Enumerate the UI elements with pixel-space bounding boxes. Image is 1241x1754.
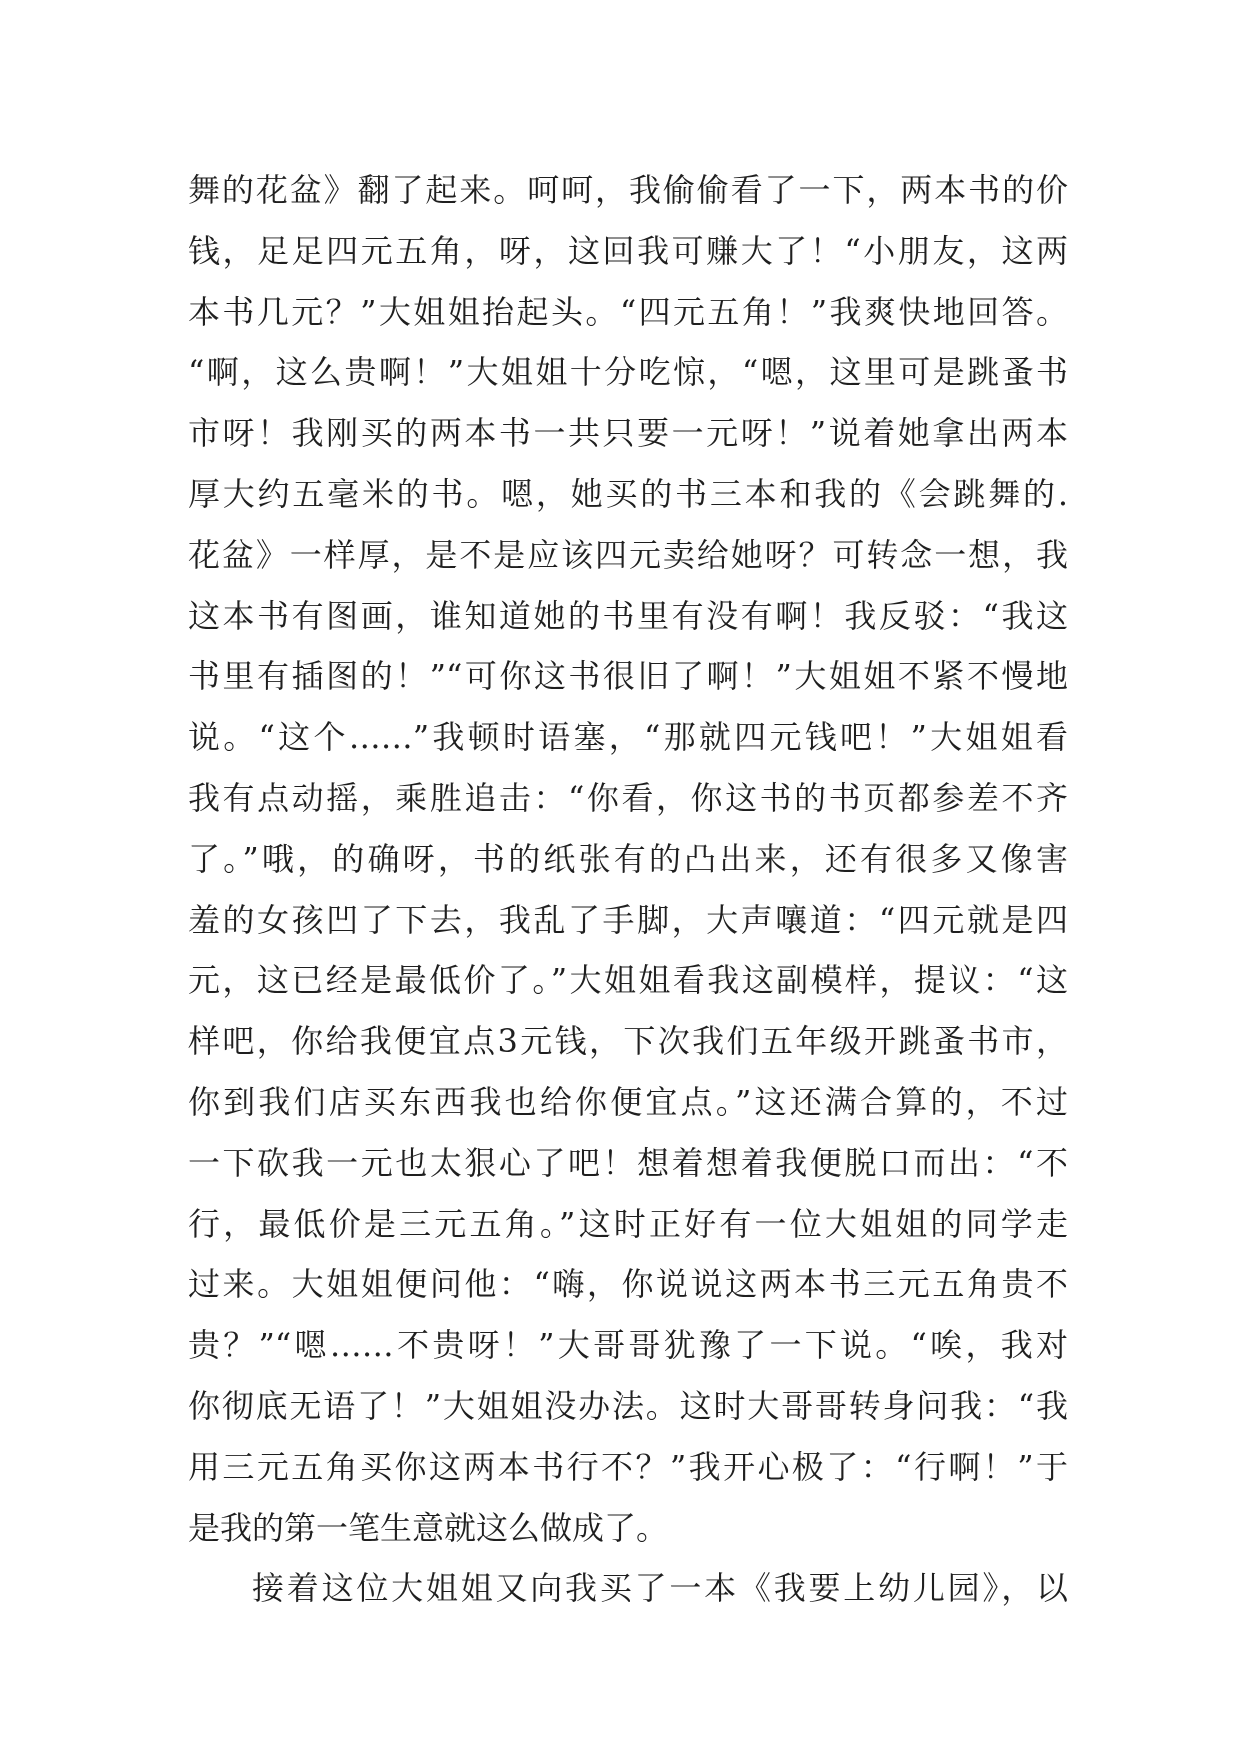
text-line: 市呀！我刚买的两本书一共只要一元呀！”说着她拿出两本	[188, 414, 1068, 453]
text-line: “啊，这么贵啊！”大姐姐十分吃惊，“嗯，这里可是跳蚤书	[188, 353, 1068, 392]
text-line: 你彻底无语了！”大姐姐没办法。这时大哥哥转身问我：“我	[188, 1386, 1068, 1425]
text-line: 厚大约五毫米的书。嗯，她买的书三本和我的《会跳舞的.	[188, 474, 1068, 513]
text-line: 用三元五角买你这两本书行不？”我开心极了：“行啊！”于	[188, 1447, 1068, 1486]
text-line: 样吧，你给我便宜点3元钱，下次我们五年级开跳蚤书市，	[188, 1022, 1068, 1061]
text-line: 花盆》一样厚，是不是应该四元卖给她呀？可转念一想，我	[188, 535, 1068, 574]
text-line: 元，这已经是最低价了。”大姐姐看我这副模样，提议：“这	[188, 961, 1068, 1000]
text-line: 贵？”“嗯……不贵呀！”大哥哥犹豫了一下说。“唉，我对	[188, 1326, 1068, 1365]
text-line: 我有点动摇，乘胜追击：“你看，你这书的书页都参差不齐	[188, 778, 1068, 817]
text-line: 这本书有图画，谁知道她的书里有没有啊！我反驳：“我这	[188, 596, 1068, 635]
text-line: 本书几元？”大姐姐抬起头。“四元五角！”我爽快地回答。	[188, 292, 1068, 331]
paragraph-start-line: 接着这位大姐姐又向我买了一本《我要上幼儿园》，以	[252, 1569, 1068, 1608]
paragraph-end-line: 是我的第一笔生意就这么做成了。	[188, 1508, 669, 1547]
body-text	[188, 160, 1068, 1619]
text-line: 说。“这个……”我顿时语塞，“那就四元钱吧！”大姐姐看	[188, 718, 1068, 757]
text-line: 一下砍我一元也太狠心了吧！想着想着我便脱口而出：“不	[188, 1143, 1068, 1182]
text-line: 你到我们店买东西我也给你便宜点。”这还满合算的，不过	[188, 1082, 1068, 1121]
text-line: 羞的女孩凹了下去，我乱了手脚，大声嚷道：“四元就是四	[188, 900, 1068, 939]
text-line: 行，最低价是三元五角。”这时正好有一位大姐姐的同学走	[188, 1204, 1068, 1243]
text-line: 书里有插图的！”“可你这书很旧了啊！”大姐姐不紧不慢地	[188, 657, 1068, 696]
text-line: 舞的花盆》翻了起来。呵呵，我偷偷看了一下，两本书的价	[188, 171, 1068, 209]
text-line: 钱，足足四元五角，呀，这回我可赚大了！“小朋友，这两	[188, 231, 1068, 270]
text-line: 过来。大姐姐便问他：“嗨，你说说这两本书三元五角贵不	[188, 1265, 1068, 1304]
text-line: 了。”哦，的确呀，书的纸张有的凸出来，还有很多又像害	[188, 839, 1068, 878]
